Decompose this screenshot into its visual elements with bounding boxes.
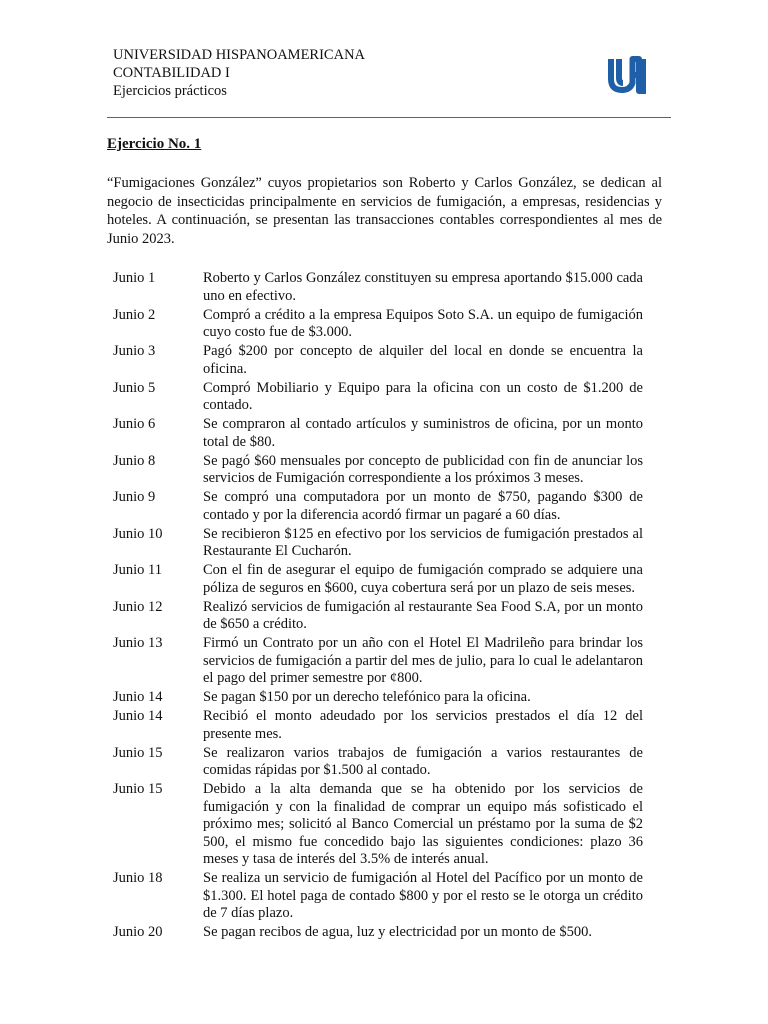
transaction-date: Junio 1 [113, 270, 156, 286]
transaction-description: Se pagan recibos de agua, luz y electricidad por un monto de $500. [203, 924, 592, 940]
exercise-title: Ejercicio No. 1 [107, 136, 202, 152]
transaction-date: Junio 14 [113, 689, 163, 705]
header-divider [107, 117, 671, 118]
transaction-description: Pagó $200 por concepto de alquiler del local en donde se encuentra la oficina. [203, 343, 643, 377]
transaction-description: Con el fin de asegurar el equipo de fumigación comprado se adquiere una póliza de seguros en $600, cuya cobertura será por un plazo de seis meses. [203, 562, 643, 596]
document-header [113, 46, 365, 100]
transaction-row [113, 781, 643, 869]
transaction-description: Se pagan $150 por un derecho telefónico para la oficina. [203, 689, 531, 705]
transaction-row [113, 745, 643, 780]
transaction-row [113, 870, 643, 923]
course-name: CONTABILIDAD I [113, 65, 230, 81]
transaction-description: Se pagó $60 mensuales por concepto de publicidad con fin de anunciar los servicios de Fumigación correspondiente a los próximos 3 meses. [203, 452, 643, 486]
transaction-date: Junio 12 [113, 598, 163, 615]
transaction-row [113, 489, 643, 524]
transaction-date: Junio 14 [113, 708, 163, 724]
transaction-date: Junio 18 [113, 870, 163, 886]
transaction-description: Se recibieron $125 en efectivo por los servicios de fumigación prestados al Restaurante El Cucharón. [203, 525, 643, 559]
transaction-row [113, 416, 643, 451]
transaction-description: Debido a la alta demanda que se ha obtenido por los servicios de fumigación y con la finalidad de comprar un equipo más sofisticado el próximo mes; solicitó al Banco Comercial un préstamo por la suma de $2 500, el mismo fue concedido bajo las siguientes condiciones: plazo 36 meses y tasa de interés del 3.5% de interés anual. [203, 781, 643, 867]
exercise-intro: “Fumigaciones González” cuyos propietarios son Roberto y Carlos González, se dedican al negocio de insecticidas principalmente en servicios de fumigación, a empresas, residencias y hoteles. A continuación, se presentan las transacciones contables correspondientes al mes de Junio 2023. [107, 175, 662, 247]
transaction-row [113, 689, 643, 707]
transaction-description: Se realiza un servicio de fumigación al Hotel del Pacífico por un monto de $1.300. El hotel paga de contado $800 y por el resto se le otorga un crédito de 7 días plazo. [203, 870, 643, 921]
document-subtitle: Ejercicios prácticos [113, 83, 227, 99]
transaction-description: Se compró una computadora por un monto de $750, pagando $300 de contado y por la diferencia acordó firmar un pagaré a 60 días. [203, 489, 643, 523]
transaction-date: Junio 9 [113, 489, 156, 505]
transaction-row [113, 599, 643, 634]
transaction-row [113, 708, 643, 743]
transaction-date: Junio 5 [113, 379, 156, 396]
transaction-date: Junio 15 [113, 781, 163, 797]
transaction-date: Junio 13 [113, 635, 163, 651]
transaction-row [113, 453, 643, 488]
transaction-description: Compró a crédito a la empresa Equipos Soto S.A. un equipo de fumigación cuyo costo fue de $3.000. [203, 306, 643, 340]
university-logo-icon [608, 56, 646, 94]
transaction-row [113, 924, 643, 942]
transaction-row [113, 343, 643, 378]
transaction-date: Junio 8 [113, 452, 156, 469]
transaction-description: Se realizaron varios trabajos de fumigación a varios restaurantes de comidas rápidas por $1.500 al contado. [203, 744, 643, 778]
transaction-description: Se compraron al contado artículos y suministros de oficina, por un monto total de $80. [203, 416, 643, 450]
transaction-description: Roberto y Carlos González constituyen su empresa aportando $15.000 cada uno en efectivo. [203, 270, 643, 304]
transaction-date: Junio 15 [113, 744, 163, 761]
transaction-date: Junio 3 [113, 343, 156, 359]
transaction-description: Recibió el monto adeudado por los servicios prestados el día 12 del presente mes. [203, 708, 643, 742]
transaction-date: Junio 10 [113, 525, 163, 542]
transaction-date: Junio 2 [113, 306, 156, 323]
transaction-date: Junio 20 [113, 924, 163, 940]
transaction-row [113, 307, 643, 342]
transaction-row [113, 562, 643, 597]
transaction-description: Compró Mobiliario y Equipo para la oficina con un costo de $1.200 de contado. [203, 379, 643, 413]
transaction-description: Firmó un Contrato por un año con el Hotel El Madrileño para brindar los servicios de fumigación a partir del mes de julio, para lo cual le adelantaron el pago del primer semestre por ¢800. [203, 635, 643, 686]
transaction-row [113, 270, 643, 305]
transaction-date: Junio 6 [113, 416, 156, 432]
university-name: UNIVERSIDAD HISPANOAMERICANA [113, 47, 366, 63]
transactions-list [113, 270, 643, 943]
transaction-row [113, 380, 643, 415]
transaction-row [113, 635, 643, 688]
transaction-row [113, 526, 643, 561]
transaction-date: Junio 11 [113, 562, 163, 578]
transaction-description: Realizó servicios de fumigación al restaurante Sea Food S.A, por un monto de $650 a crédito. [203, 598, 643, 632]
